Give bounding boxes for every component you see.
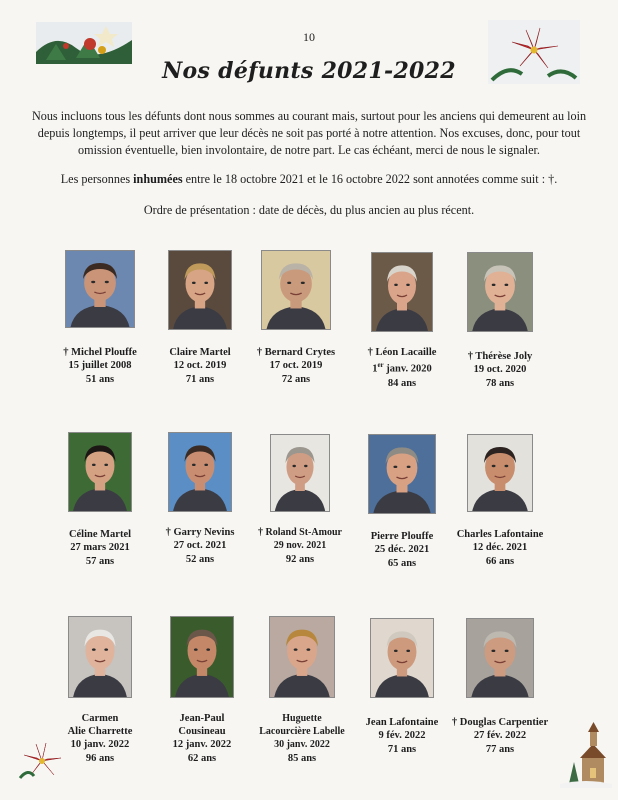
death-date: 12 janv. 2022 xyxy=(172,739,232,750)
portrait-silhouette xyxy=(372,253,432,331)
death-date: 27 fév. 2022 xyxy=(473,730,527,741)
deceased-name: † Roland St-Amour xyxy=(258,527,342,538)
portrait-photo xyxy=(168,432,232,512)
deceased-name: Jean Lafontaine xyxy=(365,717,439,728)
deceased-name: Pierre Plouffe xyxy=(370,531,434,542)
portrait-photo xyxy=(466,618,534,698)
portrait-photo xyxy=(68,616,132,698)
death-date: 19 oct. 2020 xyxy=(473,364,527,375)
deceased-name: † Bernard Crytes xyxy=(256,347,336,358)
portrait-silhouette xyxy=(270,617,334,697)
burial-note-bold: inhumées xyxy=(133,172,183,186)
age-at-death: 52 ans xyxy=(185,554,215,565)
portrait-photo xyxy=(270,434,330,512)
age-at-death: 66 ans xyxy=(485,556,515,567)
age-at-death: 78 ans xyxy=(485,378,515,389)
death-date: 30 janv. 2022 xyxy=(274,739,330,750)
obituary-card xyxy=(42,250,158,387)
deceased-name: Huguette Lacourcière Labelle xyxy=(259,713,345,737)
page-number: 10 xyxy=(303,30,315,44)
obituary-card xyxy=(42,616,158,766)
portrait-silhouette xyxy=(271,435,329,511)
age-at-death: 65 ans xyxy=(387,558,417,569)
portrait-silhouette xyxy=(69,433,131,511)
portrait-photo xyxy=(170,616,234,698)
presentation-order-note: Ordre de présentation : date de décès, du plus ancien au plus récent. xyxy=(143,203,475,217)
deceased-name: Carmen Alie Charrette xyxy=(67,713,133,737)
intro-paragraph: Nous incluons tous les défunts dont nous sommes au courant mais, surtout pour les anciens qui demeurent au loin depuis longtemps, il peut arriver que leur décès ne soit pas porté à notre attention. Nos excuses, donc, pour tout omission éventuelle, bien involontaire, de notre part. Le cas échéant, merci de nous le signaler. xyxy=(31,109,587,157)
portrait-silhouette xyxy=(69,617,131,697)
age-at-death: 96 ans xyxy=(85,753,115,764)
portrait-photo xyxy=(370,618,434,698)
burial-note-end: entre le 18 octobre 2021 et le 16 octobre 2022 sont annotées comme suit : †. xyxy=(182,172,558,186)
portrait-silhouette xyxy=(371,619,433,697)
death-date: 27 oct. 2021 xyxy=(173,540,227,551)
church-winter-decoration-bottom-right xyxy=(560,722,612,788)
age-at-death: 51 ans xyxy=(85,374,115,385)
portrait-photo xyxy=(371,252,433,332)
portrait-silhouette xyxy=(467,619,533,697)
portrait-silhouette xyxy=(468,435,532,511)
obituary-card xyxy=(142,432,258,567)
obituary-card xyxy=(242,434,358,567)
portrait-silhouette xyxy=(66,251,134,327)
obituary-card xyxy=(238,250,354,387)
age-at-death: 71 ans xyxy=(387,744,417,755)
deceased-name: Jean-Paul Cousineau xyxy=(178,713,226,737)
portrait-photo xyxy=(68,432,132,512)
death-date: 29 nov. 2021 xyxy=(273,540,327,551)
age-at-death: 92 ans xyxy=(285,554,315,565)
page-title: Nos défunts 2021-2022 xyxy=(162,58,456,84)
deceased-name: † Garry Nevins xyxy=(165,527,235,538)
death-date: 15 juillet 2008 xyxy=(68,360,132,371)
portrait-silhouette xyxy=(369,435,435,513)
obituary-card xyxy=(442,434,558,569)
portrait-silhouette xyxy=(262,251,330,329)
portrait-photo xyxy=(467,434,533,512)
death-date: 27 mars 2021 xyxy=(70,542,130,553)
portrait-photo xyxy=(65,250,135,328)
death-date: 25 déc. 2021 xyxy=(374,544,430,555)
death-date: 12 déc. 2021 xyxy=(472,542,528,553)
age-at-death: 77 ans xyxy=(485,744,515,755)
portrait-silhouette xyxy=(468,253,532,331)
obituary-card xyxy=(144,616,260,766)
portrait-silhouette xyxy=(169,251,231,329)
obituary-card xyxy=(442,618,558,757)
obituary-card xyxy=(244,616,360,766)
deceased-name: Céline Martel xyxy=(68,529,132,540)
age-at-death: 57 ans xyxy=(85,556,115,567)
portrait-silhouette xyxy=(171,617,233,697)
death-date: 10 janv. 2022 xyxy=(70,739,130,750)
death-date: 1er janv. 2020 xyxy=(372,361,432,375)
age-at-death: 85 ans xyxy=(287,753,317,764)
age-at-death: 71 ans xyxy=(185,374,215,385)
obituary-card xyxy=(42,432,158,569)
deceased-name: † Léon Lacaille xyxy=(367,347,437,358)
deceased-name: † Michel Plouffe xyxy=(63,347,137,358)
burial-note xyxy=(30,172,588,187)
deceased-name: † Thérèse Joly xyxy=(467,351,533,362)
deceased-name: † Douglas Carpentier xyxy=(451,717,549,728)
burial-note-start: Les personnes xyxy=(60,172,134,186)
death-date: 17 oct. 2019 xyxy=(269,360,323,371)
deceased-name: Claire Martel xyxy=(169,347,231,358)
portrait-photo xyxy=(261,250,331,330)
age-at-death: 84 ans xyxy=(387,377,417,389)
death-date: 12 oct. 2019 xyxy=(173,360,227,371)
age-at-death: 62 ans xyxy=(187,753,217,764)
age-at-death: 72 ans xyxy=(281,374,311,385)
obituary-card xyxy=(442,252,558,391)
portrait-photo xyxy=(168,250,232,330)
death-date: 9 fév. 2022 xyxy=(378,730,426,741)
portrait-photo xyxy=(269,616,335,698)
portrait-silhouette xyxy=(169,433,231,511)
portrait-photo xyxy=(467,252,533,332)
portrait-photo xyxy=(368,434,436,514)
deceased-name: Charles Lafontaine xyxy=(456,529,544,540)
